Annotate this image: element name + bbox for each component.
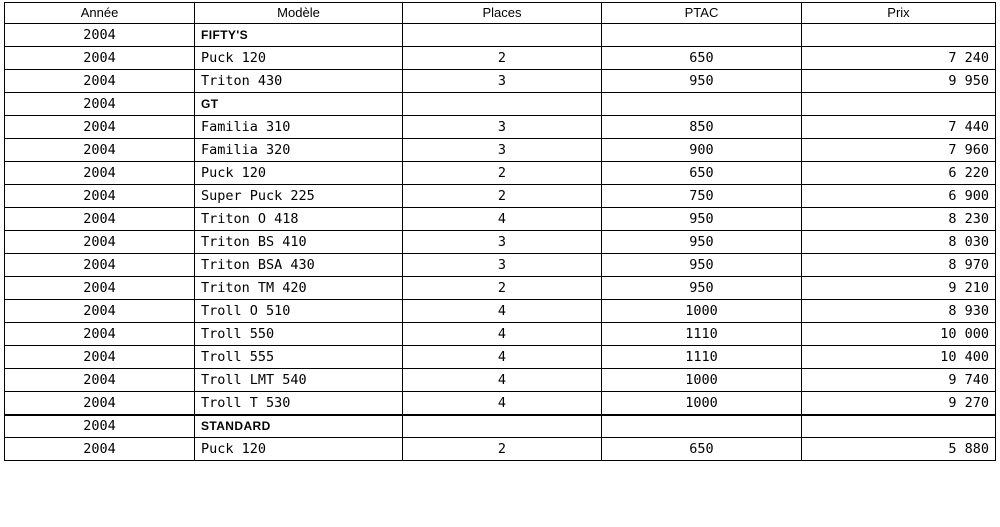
prix-cell: 9 740 <box>802 369 996 392</box>
table-row <box>5 254 996 277</box>
prix-cell: 7 240 <box>802 47 996 70</box>
model-cell: Troll T 530 <box>195 392 403 415</box>
prix-cell: 10 400 <box>802 346 996 369</box>
model-cell: GT <box>195 93 403 116</box>
places-cell: 2 <box>403 438 602 461</box>
year-cell: 2004 <box>5 139 195 162</box>
table-row <box>5 323 996 346</box>
column-header-annee: Année <box>5 3 195 24</box>
model-cell: Troll 550 <box>195 323 403 346</box>
table-row <box>5 70 996 93</box>
model-cell: Puck 120 <box>195 438 403 461</box>
model-cell: Troll 555 <box>195 346 403 369</box>
ptac-cell <box>602 24 802 47</box>
table-row <box>5 47 996 70</box>
table-row <box>5 139 996 162</box>
prix-cell: 6 900 <box>802 185 996 208</box>
places-cell: 4 <box>403 369 602 392</box>
table-row <box>5 300 996 323</box>
year-cell: 2004 <box>5 254 195 277</box>
header-row <box>5 3 996 24</box>
year-cell: 2004 <box>5 300 195 323</box>
prix-cell: 9 210 <box>802 277 996 300</box>
prix-cell: 8 970 <box>802 254 996 277</box>
year-cell: 2004 <box>5 208 195 231</box>
year-cell: 2004 <box>5 438 195 461</box>
model-cell: FIFTY'S <box>195 24 403 47</box>
ptac-cell: 900 <box>602 139 802 162</box>
ptac-cell: 950 <box>602 277 802 300</box>
places-cell: 2 <box>403 162 602 185</box>
ptac-cell: 1000 <box>602 392 802 415</box>
model-cell: Triton BS 410 <box>195 231 403 254</box>
prix-cell: 6 220 <box>802 162 996 185</box>
table-row <box>5 162 996 185</box>
places-cell <box>403 93 602 116</box>
column-header-modele: Modèle <box>195 3 403 24</box>
prix-cell <box>802 24 996 47</box>
table-row <box>5 392 996 415</box>
places-cell: 3 <box>403 116 602 139</box>
year-cell: 2004 <box>5 47 195 70</box>
ptac-cell: 1000 <box>602 369 802 392</box>
prix-cell: 8 930 <box>802 300 996 323</box>
prix-cell: 8 030 <box>802 231 996 254</box>
price-table <box>4 2 996 461</box>
brand-row <box>5 415 996 438</box>
places-cell: 4 <box>403 323 602 346</box>
prix-cell <box>802 93 996 116</box>
ptac-cell: 950 <box>602 254 802 277</box>
table-row <box>5 116 996 139</box>
year-cell: 2004 <box>5 70 195 93</box>
year-cell: 2004 <box>5 93 195 116</box>
model-cell: Troll LMT 540 <box>195 369 403 392</box>
brand-row <box>5 93 996 116</box>
ptac-cell: 850 <box>602 116 802 139</box>
table-row <box>5 438 996 461</box>
year-cell: 2004 <box>5 185 195 208</box>
table-row <box>5 369 996 392</box>
column-header-places: Places <box>403 3 602 24</box>
table-row <box>5 346 996 369</box>
year-cell: 2004 <box>5 231 195 254</box>
prix-cell: 9 950 <box>802 70 996 93</box>
ptac-cell: 650 <box>602 162 802 185</box>
model-cell: Troll O 510 <box>195 300 403 323</box>
places-cell: 3 <box>403 139 602 162</box>
places-cell: 4 <box>403 392 602 415</box>
prix-cell: 9 270 <box>802 392 996 415</box>
prix-cell: 7 440 <box>802 116 996 139</box>
model-cell: STANDARD <box>195 415 403 438</box>
places-cell: 4 <box>403 300 602 323</box>
year-cell: 2004 <box>5 116 195 139</box>
year-cell: 2004 <box>5 24 195 47</box>
ptac-cell: 1110 <box>602 346 802 369</box>
column-header-prix: Prix <box>802 3 996 24</box>
places-cell: 4 <box>403 208 602 231</box>
ptac-cell: 950 <box>602 70 802 93</box>
ptac-cell: 1110 <box>602 323 802 346</box>
table-body <box>5 24 996 461</box>
prix-cell: 5 880 <box>802 438 996 461</box>
ptac-cell: 1000 <box>602 300 802 323</box>
places-cell <box>403 24 602 47</box>
model-cell: Triton 430 <box>195 70 403 93</box>
year-cell: 2004 <box>5 392 195 415</box>
places-cell: 3 <box>403 254 602 277</box>
places-cell: 2 <box>403 277 602 300</box>
model-cell: Puck 120 <box>195 162 403 185</box>
year-cell: 2004 <box>5 346 195 369</box>
places-cell: 3 <box>403 70 602 93</box>
prix-cell <box>802 415 996 438</box>
prix-cell: 10 000 <box>802 323 996 346</box>
prix-cell: 8 230 <box>802 208 996 231</box>
places-cell: 2 <box>403 47 602 70</box>
model-cell: Triton BSA 430 <box>195 254 403 277</box>
model-cell: Super Puck 225 <box>195 185 403 208</box>
model-cell: Familia 310 <box>195 116 403 139</box>
ptac-cell: 650 <box>602 438 802 461</box>
column-header-ptac: PTAC <box>602 3 802 24</box>
ptac-cell: 650 <box>602 47 802 70</box>
ptac-cell <box>602 415 802 438</box>
model-cell: Puck 120 <box>195 47 403 70</box>
table-row <box>5 208 996 231</box>
model-cell: Triton O 418 <box>195 208 403 231</box>
year-cell: 2004 <box>5 323 195 346</box>
prix-cell: 7 960 <box>802 139 996 162</box>
table-row <box>5 231 996 254</box>
ptac-cell: 950 <box>602 208 802 231</box>
year-cell: 2004 <box>5 277 195 300</box>
year-cell: 2004 <box>5 369 195 392</box>
places-cell: 4 <box>403 346 602 369</box>
ptac-cell: 950 <box>602 231 802 254</box>
ptac-cell <box>602 93 802 116</box>
places-cell: 2 <box>403 185 602 208</box>
table-row <box>5 277 996 300</box>
places-cell <box>403 415 602 438</box>
year-cell: 2004 <box>5 415 195 438</box>
table-row <box>5 185 996 208</box>
year-cell: 2004 <box>5 162 195 185</box>
brand-row <box>5 24 996 47</box>
model-cell: Familia 320 <box>195 139 403 162</box>
ptac-cell: 750 <box>602 185 802 208</box>
places-cell: 3 <box>403 231 602 254</box>
model-cell: Triton TM 420 <box>195 277 403 300</box>
